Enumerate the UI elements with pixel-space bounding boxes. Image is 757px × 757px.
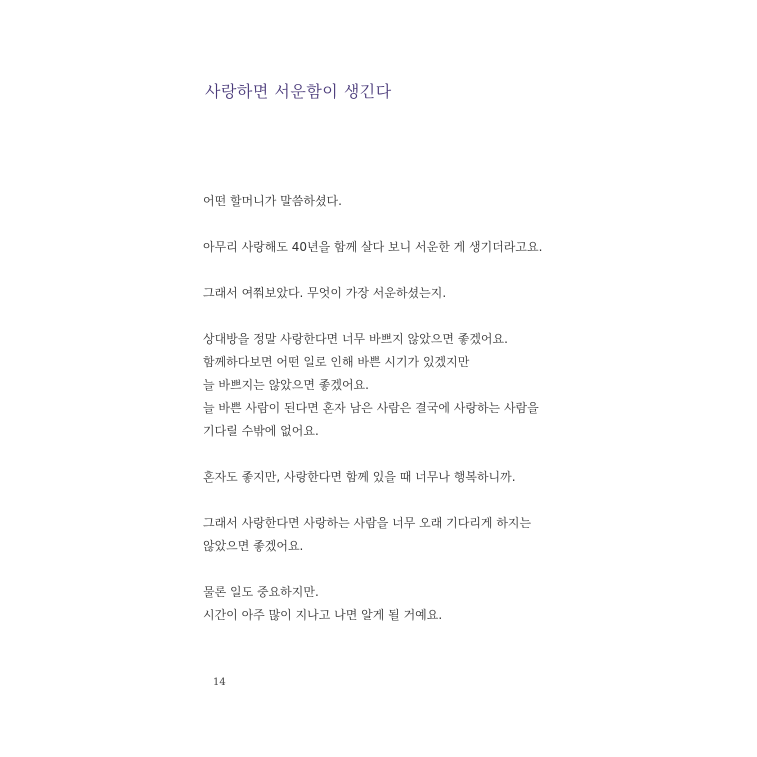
body-text [203, 190, 563, 650]
text-line: 시간이 아주 많이 지나고 나면 알게 될 거예요. [203, 608, 443, 622]
paragraph [203, 581, 563, 627]
paragraph [203, 466, 563, 489]
page-number: 14 [213, 677, 226, 688]
text-line: 물론 일도 중요하지만. [203, 585, 319, 599]
text-line: 아무리 사랑해도 40년을 함께 살다 보니 서운한 게 생기더라고요. [203, 240, 543, 254]
text-line: 늘 바쁜 사람이 된다면 혼자 남은 사람은 결국에 사랑하는 사람을 [203, 401, 539, 415]
text-line: 않았으면 좋겠어요. [203, 539, 304, 553]
paragraph [203, 282, 563, 305]
text-line: 그래서 여쭤보았다. 무엇이 가장 서운하셨는지. [203, 286, 447, 300]
text-line: 어떤 할머니가 말씀하셨다. [203, 194, 342, 208]
text-line: 그래서 사랑한다면 사랑하는 사람을 너무 오래 기다리게 하지는 [203, 516, 532, 530]
paragraph [203, 512, 563, 558]
chapter-title: 사랑하면 서운함이 생긴다 [205, 82, 392, 101]
text-line: 늘 바쁘지는 않았으면 좋겠어요. [203, 378, 369, 392]
text-line: 상대방을 정말 사랑한다면 너무 바쁘지 않았으면 좋겠어요. [203, 332, 508, 346]
text-line: 함께하다보면 어떤 일로 인해 바쁜 시기가 있겠지만 [203, 355, 470, 369]
paragraph [203, 190, 563, 213]
text-line: 혼자도 좋지만, 사랑한다면 함께 있을 때 너무나 행복하니까. [203, 470, 516, 484]
paragraph [203, 236, 563, 259]
paragraph [203, 328, 563, 443]
text-line: 기다릴 수밖에 없어요. [203, 424, 319, 438]
